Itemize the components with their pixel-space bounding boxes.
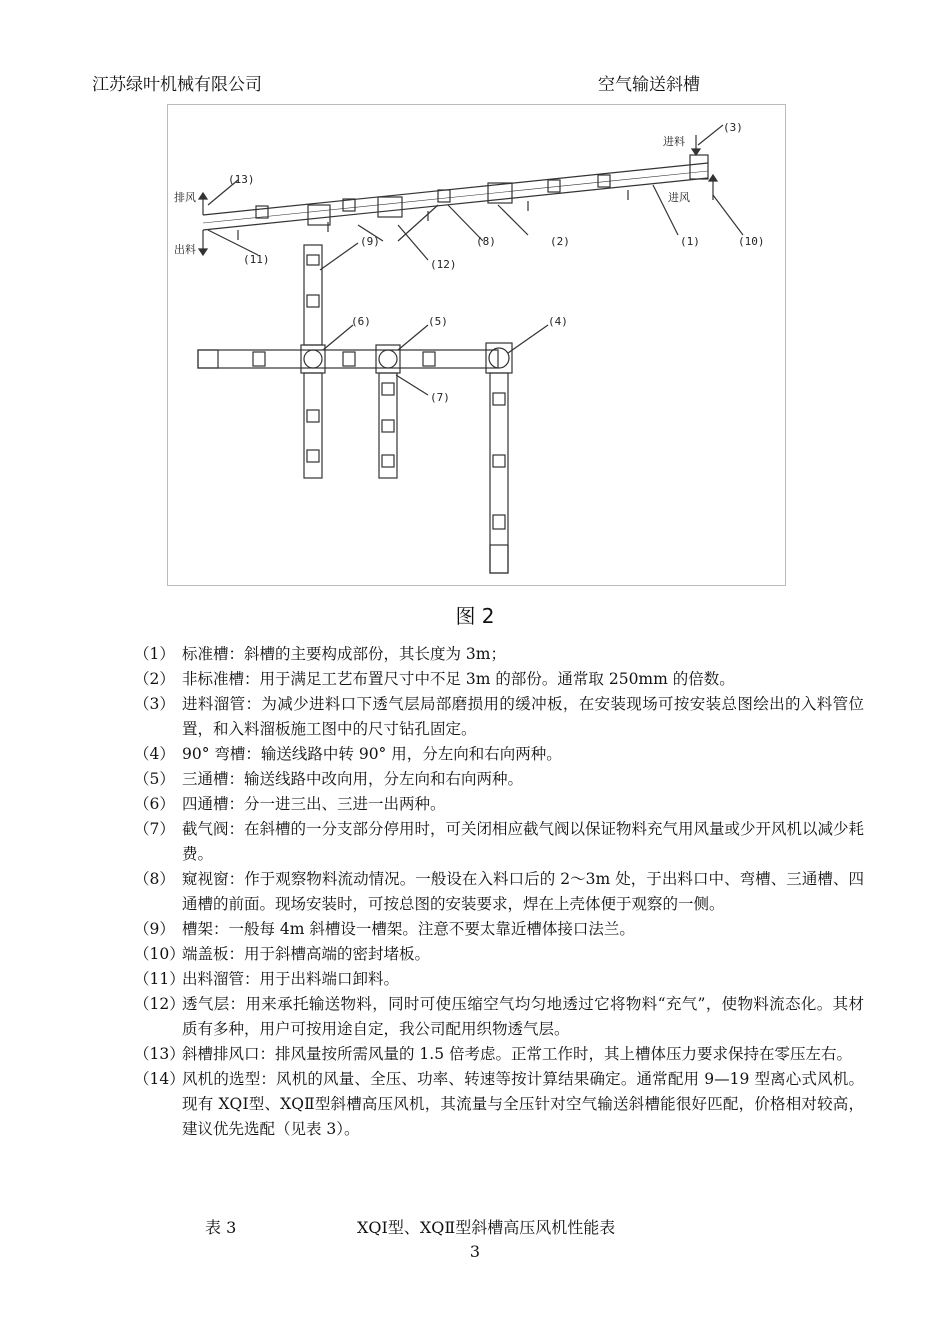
- inclined-housing-2: [308, 205, 330, 225]
- list-item: （12） 透气层：用来承托输送物料，同时可使压缩空气均匀地透过它将物料“充气”，使物料流态化。其材质有多种，用户可按用途自定，我公司配用织物透气层。: [134, 995, 864, 1038]
- three-way-trough: [376, 345, 400, 373]
- list-item: （3） 进料溜管：为减少进料口下透气层局部磨损用的缓冲板，在安装现场可按安装总图绘出的入料管位置，和入料溜板施工图中的尺寸钻孔固定。: [134, 695, 864, 738]
- list-item: （11） 出料溜管：用于出料端口卸料。: [134, 970, 400, 988]
- label-5: (5): [428, 315, 448, 328]
- label-8: (8): [476, 235, 496, 248]
- label-air-in: 进风: [668, 191, 690, 204]
- header-title: 空气输送斜槽: [598, 75, 700, 95]
- list-item: （7） 截气阀：在斜槽的一分支部分停用时，可关闭相应截气阀以保证物料充气用风量或少开风机以减少耗费。: [134, 820, 865, 863]
- label-6: (6): [351, 315, 371, 328]
- label-feed-in: 进料: [663, 135, 685, 148]
- four-way-trough: [301, 345, 325, 373]
- inclined-trough-bottom: [203, 178, 708, 230]
- label-11: (11): [243, 253, 270, 266]
- list-item: （8） 窥视窗：作于观察物料流动情况。一般设在入料口后的 2～3m 处，于出料口中、弯槽、三通槽、四通槽的前面。现场安装时，可按总图的安装要求，焊在上壳体便于观察的一侧。: [134, 870, 864, 913]
- header-company: 江苏绿叶机械有限公司: [92, 75, 262, 95]
- label-9: (9): [360, 235, 380, 248]
- table-label: 表 3: [205, 1218, 237, 1237]
- label-2: (2): [550, 235, 570, 248]
- component-list: [134, 642, 864, 1142]
- label-discharge: 出料: [174, 243, 196, 256]
- label-4: (4): [548, 315, 568, 328]
- list-item: （9） 槽架：一般每 4m 斜槽设一槽架。注意不要太靠近槽体接口法兰。: [134, 920, 635, 938]
- list-item: （4） 90° 弯槽：输送线路中转 90° 用，分左向和右向两种。: [134, 745, 562, 763]
- list-item: （5） 三通槽：输送线路中改向用，分左向和右向两种。: [134, 770, 524, 788]
- label-13: (13): [228, 173, 255, 186]
- label-12: (12): [430, 258, 457, 271]
- list-item: （13） 斜槽排风口：排风量按所需风量的 1.5 倍考虑。正常工作时，其上槽体压力要求保持在零压左右。: [134, 1045, 853, 1063]
- label-1: (1): [680, 235, 700, 248]
- list-item: （1） 标准槽：斜槽的主要构成部份，其长度为 3m；: [134, 645, 506, 663]
- conveyor-layout-svg: [168, 105, 785, 585]
- table-title: XQⅠ型、XQⅡ型斜槽高压风机性能表: [357, 1218, 616, 1237]
- plan-main-trough: [198, 350, 498, 368]
- list-item: （14） 风机的选型：风机的风量、全压、功率、转速等按计算结果确定。通常配用 9—19 型离心式风机。现有 XQⅠ型、XQⅡ型斜槽高压风机，其流量与全压针对空气输送斜槽能很好匹配，价格相对较高，建议优先选配（见表 3）。: [134, 1070, 864, 1138]
- page-number: 3: [469, 1242, 481, 1261]
- inclined-housing-3: [378, 197, 402, 217]
- figure-caption: 图 2: [455, 604, 495, 628]
- list-item: （10） 端盖板：用于斜槽高端的密封堵板。: [134, 945, 431, 963]
- label-10: (10): [738, 235, 765, 248]
- list-item: （2） 非标准槽：用于满足工艺布置尺寸中不足 3m 的部份。通常取 250mm 的倍数。: [134, 670, 735, 688]
- label-7: (7): [430, 391, 450, 404]
- label-3: (3): [723, 121, 743, 134]
- conveyor-drawing: [167, 104, 786, 586]
- inclined-trough-top: [203, 163, 708, 215]
- list-item: （6） 四通槽：分一进三出、三进一出两种。: [134, 795, 446, 813]
- end-cap: [690, 155, 708, 179]
- label-exhaust: 排风: [174, 191, 196, 204]
